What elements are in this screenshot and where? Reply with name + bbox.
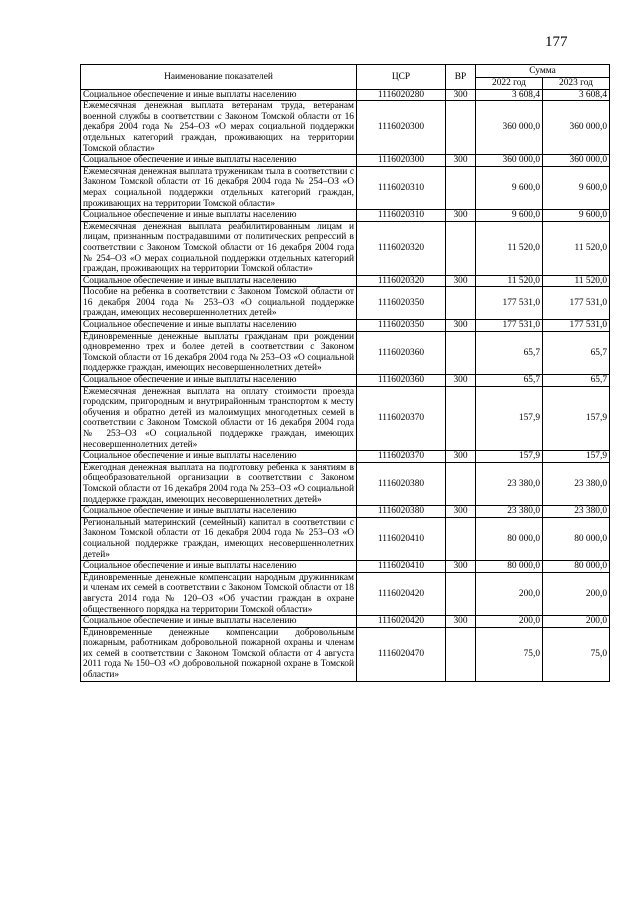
row-vr (446, 572, 476, 615)
table-row (81, 451, 610, 463)
row-vr: 300 (446, 561, 476, 573)
row-vr (446, 386, 476, 451)
row-sum-2023: 177 531,0 (543, 287, 610, 320)
row-sum-2022: 9 600,0 (476, 166, 543, 209)
row-sum-2023: 23 380,0 (543, 462, 610, 505)
row-name: Ежемесячная денежная выплата реабилитированным лицам и лицам, признанным пострадавшими от политических репрессий в соответствии с Законом Томской области от 16 декабря 2004 года № 254–ОЗ «О мерах социальной поддержки отдельных категорий граждан, проживающих на территории Томской области» (81, 221, 357, 275)
row-vr: 300 (446, 210, 476, 222)
table-row (81, 221, 610, 275)
row-name: Ежемесячная денежная выплата труженикам тыла в соответствии с Законом Томской области от 16 декабря 2004 года № 254–ОЗ «О мерах социальной поддержки отдельных категорий граждан, проживающих на территории Томской области» (81, 166, 357, 209)
row-csr: 1116020320 (357, 221, 446, 275)
row-csr: 1116020310 (357, 210, 446, 222)
row-csr: 1116020470 (357, 627, 446, 681)
row-sum-2023: 360 000,0 (543, 101, 610, 155)
row-name: Социальное обеспечение и иные выплаты населению (81, 616, 357, 628)
row-sum-2023: 157,9 (543, 451, 610, 463)
row-csr: 1116020350 (357, 287, 446, 320)
row-name: Единовременные денежные выплаты гражданам при рождении одновременно трех и более детей в соответствии с Законом Томской области от 16 декабря 2004 года № 253–ОЗ «О социальной поддержке граждан, имеющих несовершеннолетних детей» (81, 331, 357, 374)
row-sum-2023: 65,7 (543, 375, 610, 387)
row-vr (446, 517, 476, 560)
row-sum-2023: 200,0 (543, 616, 610, 628)
row-vr (446, 462, 476, 505)
row-csr: 1116020370 (357, 386, 446, 451)
row-csr: 1116020420 (357, 572, 446, 615)
row-sum-2023: 75,0 (543, 627, 610, 681)
row-vr (446, 287, 476, 320)
row-name: Социальное обеспечение и иные выплаты населению (81, 375, 357, 387)
table-row (81, 155, 610, 167)
row-vr (446, 101, 476, 155)
row-vr (446, 331, 476, 374)
row-name: Социальное обеспечение и иные выплаты населению (81, 210, 357, 222)
row-vr: 300 (446, 616, 476, 628)
row-vr: 300 (446, 451, 476, 463)
row-name: Региональный материнский (семейный) капитал в соответствии с Законом Томской области от 16 декабря 2004 года № 253–ОЗ «О социальной поддержке граждан, имеющих несовершеннолетних детей» (81, 517, 357, 560)
table-row (81, 287, 610, 320)
header-vr: ВР (446, 65, 476, 90)
row-csr: 1116020410 (357, 517, 446, 560)
row-sum-2022: 360 000,0 (476, 101, 543, 155)
table-row (81, 375, 610, 387)
table-row (81, 89, 610, 101)
row-csr: 1116020360 (357, 375, 446, 387)
row-sum-2023: 360 000,0 (543, 155, 610, 167)
table-row (81, 210, 610, 222)
row-csr: 1116020420 (357, 616, 446, 628)
row-sum-2023: 177 531,0 (543, 320, 610, 332)
header-sum: Сумма (476, 65, 610, 78)
row-vr: 300 (446, 375, 476, 387)
row-sum-2023: 3 608,4 (543, 89, 610, 101)
table-row (81, 572, 610, 615)
row-sum-2022: 200,0 (476, 572, 543, 615)
table-row (81, 517, 610, 560)
row-name: Ежегодная денежная выплата на подготовку ребенка к занятиям в общеобразовательной организации в соответствии с Законом Томской области от 16 декабря 2004 года № 253–ОЗ «О социальной поддержке граждан, имеющих несовершеннолетних детей» (81, 462, 357, 505)
row-name: Социальное обеспечение и иные выплаты населению (81, 506, 357, 518)
row-name: Пособие на ребенка в соответствии с Законом Томской области от 16 декабря 2004 года № 253–ОЗ «О социальной поддержке граждан, имеющих несовершеннолетних детей» (81, 287, 357, 320)
row-name: Социальное обеспечение и иные выплаты населению (81, 89, 357, 101)
row-sum-2023: 200,0 (543, 572, 610, 615)
row-name: Единовременные денежные компенсации добровольным пожарным, работникам добровольной пожарной охраны и членам их семей в соответствии с Законом Томской области от 4 августа 2011 года № 150–ОЗ «О добровольной пожарной охране в Томской области» (81, 627, 357, 681)
table-row (81, 627, 610, 681)
row-sum-2022: 80 000,0 (476, 517, 543, 560)
row-sum-2022: 9 600,0 (476, 210, 543, 222)
row-vr (446, 166, 476, 209)
header-year-2022: 2022 год (476, 78, 543, 90)
row-csr: 1116020300 (357, 101, 446, 155)
row-sum-2023: 65,7 (543, 331, 610, 374)
header-year-2023: 2023 год (543, 78, 610, 90)
table-row (81, 616, 610, 628)
table-row (81, 101, 610, 155)
row-name: Ежемесячная денежная выплата ветеранам труда, ветеранам военной службы в соответствии с Законом Томской области от 16 декабря 2004 года № 254–ОЗ «О мерах социальной поддержки отдельных категорий граждан, проживающих на территории Томской области» (81, 101, 357, 155)
row-sum-2022: 360 000,0 (476, 155, 543, 167)
row-sum-2022: 75,0 (476, 627, 543, 681)
table-row (81, 462, 610, 505)
row-csr: 1116020380 (357, 506, 446, 518)
row-sum-2022: 177 531,0 (476, 287, 543, 320)
row-sum-2022: 65,7 (476, 331, 543, 374)
table-row (81, 166, 610, 209)
row-sum-2022: 157,9 (476, 451, 543, 463)
table-row (81, 275, 610, 287)
row-csr: 1116020380 (357, 462, 446, 505)
row-sum-2022: 157,9 (476, 386, 543, 451)
row-sum-2022: 11 520,0 (476, 221, 543, 275)
row-csr: 1116020300 (357, 155, 446, 167)
row-sum-2022: 80 000,0 (476, 561, 543, 573)
budget-table (80, 64, 610, 682)
row-csr: 1116020320 (357, 275, 446, 287)
row-name: Социальное обеспечение и иные выплаты населению (81, 320, 357, 332)
row-sum-2022: 200,0 (476, 616, 543, 628)
row-csr: 1116020350 (357, 320, 446, 332)
table-row (81, 386, 610, 451)
row-vr: 300 (446, 320, 476, 332)
row-sum-2023: 23 380,0 (543, 506, 610, 518)
table-row (81, 506, 610, 518)
row-vr (446, 627, 476, 681)
row-name: Социальное обеспечение и иные выплаты населению (81, 275, 357, 287)
row-csr: 1116020370 (357, 451, 446, 463)
row-name: Социальное обеспечение и иные выплаты населению (81, 561, 357, 573)
row-csr: 1116020310 (357, 166, 446, 209)
row-csr: 1116020360 (357, 331, 446, 374)
row-sum-2023: 80 000,0 (543, 561, 610, 573)
row-vr (446, 221, 476, 275)
row-sum-2023: 80 000,0 (543, 517, 610, 560)
row-sum-2023: 11 520,0 (543, 275, 610, 287)
row-name: Ежемесячная денежная выплата на оплату стоимости проезда городским, пригородным и внутрирайонным транспортом к месту обучения и обратно детей из малоимущих многодетных семей в соответствии с Законом Томской области от 16 декабря 2004 года № 253–ОЗ «О социальной поддержке граждан, имеющих несовершеннолетних детей» (81, 386, 357, 451)
row-vr: 300 (446, 506, 476, 518)
row-sum-2023: 9 600,0 (543, 166, 610, 209)
row-csr: 1116020280 (357, 89, 446, 101)
row-vr: 300 (446, 275, 476, 287)
table-row (81, 561, 610, 573)
row-sum-2023: 9 600,0 (543, 210, 610, 222)
row-csr: 1116020410 (357, 561, 446, 573)
row-name: Единовременные денежные компенсации народным дружинникам и членам их семей в соответствии с Законом Томской области от 18 августа 2014 года № 120–ОЗ «Об участии граждан в охране общественного порядка на территории Томской области» (81, 572, 357, 615)
row-sum-2022: 177 531,0 (476, 320, 543, 332)
header-name: Наименование показателей (81, 65, 357, 90)
row-sum-2022: 11 520,0 (476, 275, 543, 287)
table-row (81, 331, 610, 374)
row-sum-2022: 23 380,0 (476, 506, 543, 518)
row-vr: 300 (446, 89, 476, 101)
header-csr: ЦСР (357, 65, 446, 90)
row-sum-2022: 65,7 (476, 375, 543, 387)
page-number: 177 (545, 34, 568, 50)
row-name: Социальное обеспечение и иные выплаты населению (81, 451, 357, 463)
row-sum-2023: 157,9 (543, 386, 610, 451)
row-sum-2022: 3 608,4 (476, 89, 543, 101)
row-name: Социальное обеспечение и иные выплаты населению (81, 155, 357, 167)
row-sum-2022: 23 380,0 (476, 462, 543, 505)
row-sum-2023: 11 520,0 (543, 221, 610, 275)
table-row (81, 320, 610, 332)
row-vr: 300 (446, 155, 476, 167)
